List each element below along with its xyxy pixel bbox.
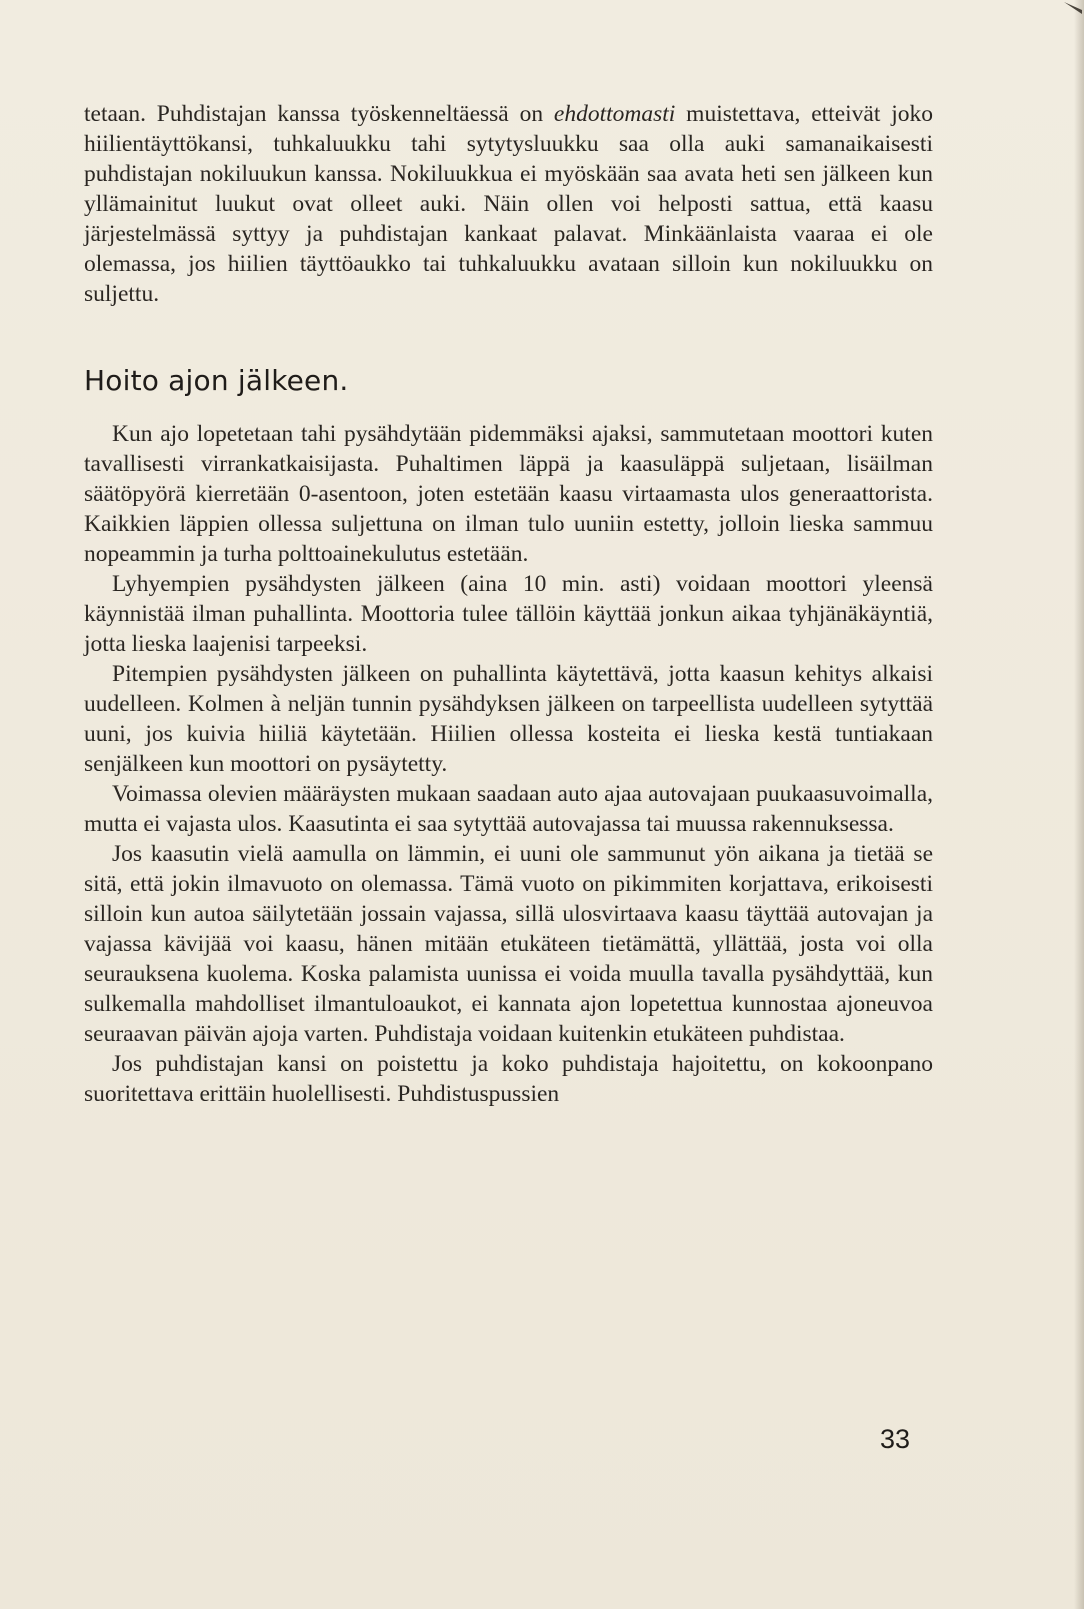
paragraph: Kun ajo lopetetaan tahi pysähdytään pidemmäksi ajaksi, sammutetaan moottori kuten tavallisesti virrankatkaisijasta. Puhaltimen läppä ja kaasuläppä suljetaan, lisäilman säätöpyörä kierretään 0-asentoon, joten estetään kaasu virtaamasta ulos generaattorista. Kaikkien läppien ollessa suljettuna on ilman tulo uuniin estetty, jolloin lieska sammuu nopeammin ja turha polttoainekulutus estetään. <box>84 421 933 567</box>
page-corner-mark <box>1062 0 1084 16</box>
paragraph: Voimassa olevien määräysten mukaan saadaan auto ajaa autovajaan puukaasuvoimalla, mutta ei vajasta ulos. Kaasutinta ei saa sytyttää autovajassa tai muussa rakennuksessa. <box>84 781 933 837</box>
page-edge-shadow <box>1074 0 1084 1609</box>
paragraph: Pitempien pysähdysten jälkeen on puhallinta käytettävä, jotta kaasun kehitys alkaisi uudelleen. Kolmen à neljän tunnin pysähdyksen jälkeen on tarpeellista uudelleen sytyttää uuni, jos kuivia hiiliä käytetään. Hiilien ollessa kosteita ei lieska kestä tuntiakaan senjälkeen kun moottori on pysäytetty. <box>84 661 933 777</box>
paragraph: Jos kaasutin vielä aamulla on lämmin, ei uuni ole sammunut yön aikana ja tietää se sitä, että jokin ilmavuoto on olemassa. Tämä vuoto on pikimmiten korjattava, erikoisesti silloin kun autoa säilytetään jossain vajassa, sillä ulosvirtaava kaasu täyttää autovajan ja vajassa kävijää voi kaasu, hänen mitään etukäteen tietämättä, yllättää, josta voi olla seurauksena kuolema. Koska palamista uunissa ei voida muulla tavalla pysähdyttää, kun sulkemalla mahdolliset ilmantuloaukot, ei kannata ajon lopetettua kunnostaa ajoneuvoa seuraavan päivän ajoja varten. Puhdistaja voidaan kuitenkin etukäteen puhdistaa. <box>84 841 933 1047</box>
page-number: 33 <box>880 1424 911 1454</box>
paragraph: Lyhyempien pysähdysten jälkeen (aina 10 min. asti) voidaan moottori yleensä käynnistää ilman puhallinta. Moottoria tulee tällöin käyttää jonkun aikaa tyhjänäkäyntiä, jotta lieska laajenisi tarpeeksi. <box>84 571 933 657</box>
emphasis-text: ehdottomasti <box>553 101 676 127</box>
section-heading: Hoito ajon jälkeen. <box>84 364 349 397</box>
text-column <box>84 99 933 1109</box>
paragraph-continued: tetaan. Puhdistajan kanssa työskenneltäessä on ehdottomasti muistettava, etteivät joko hiilientäyttökansi, tuhkaluukku tahi sytytysluukku saa olla auki samanaikaisesti puhdistajan nokiluukun kanssa. Nokiluukkua ei myöskään saa avata heti sen jälkeen kun yllämainitut luukut ovat olleet auki. Näin ollen voi helposti sattua, että kaasu järjestelmässä syttyy ja puhdistajan kankaat palavat. Minkäänlaista vaaraa ei ole olemassa, jos hiilien täyttöaukko tai tuhkaluukku avataan silloin kun nokiluukku on suljettu. <box>84 101 933 307</box>
paragraph: Jos puhdistajan kansi on poistettu ja koko puhdistaja hajoitettu, on kokoonpano suoritettava erittäin huolellisesti. Puhdistuspussien <box>84 1051 933 1107</box>
